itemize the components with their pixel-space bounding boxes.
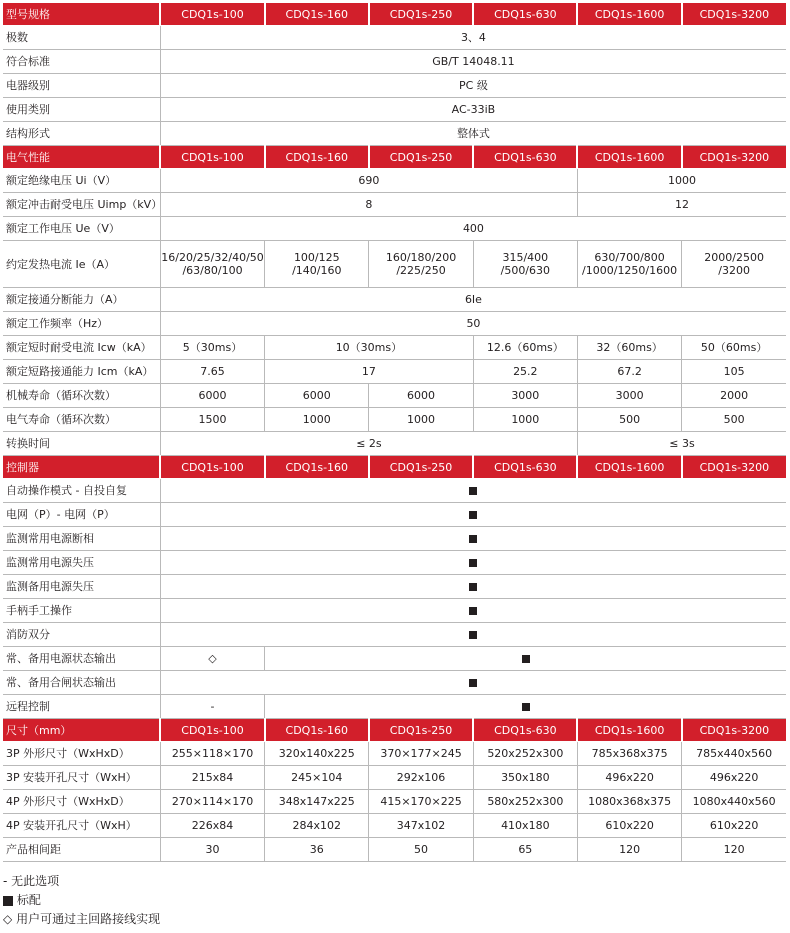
model-header: CDQ1s-630: [473, 146, 577, 169]
model-header: CDQ1s-1600: [577, 456, 681, 479]
diamond-icon: ◇: [3, 912, 13, 926]
cell-line: /225/250: [396, 264, 446, 277]
row-label: 机械寿命（循环次数）: [3, 384, 160, 408]
row-label: 额定冲击耐受电压 Uimp（kV）: [3, 193, 160, 217]
cell-value: 1500: [160, 408, 264, 432]
row-label: 结构形式: [3, 122, 160, 146]
row-label: 产品相间距: [3, 838, 160, 862]
row-label: 额定短时耐受电流 Icw（kA）: [3, 336, 160, 360]
table-row: [3, 479, 786, 503]
cell-value: 580x252x300: [473, 790, 577, 814]
model-header: CDQ1s-250: [369, 456, 473, 479]
cell-value: 17: [265, 360, 474, 384]
cell-value: 65: [473, 838, 577, 862]
table-row: [3, 575, 786, 599]
cell-value: [160, 599, 786, 623]
standard-square-icon: [469, 631, 477, 639]
cell-value: 3、4: [160, 26, 786, 50]
standard-square-icon: [469, 607, 477, 615]
cell-value: 50: [369, 838, 473, 862]
cell-value: 320x140x225: [265, 742, 369, 766]
table-row: [3, 169, 786, 193]
table-row: [3, 671, 786, 695]
row-label: 转换时间: [3, 432, 160, 456]
model-header: CDQ1s-250: [369, 146, 473, 169]
legend-item-standard: [3, 891, 160, 910]
table-row: [3, 217, 786, 241]
standard-square-icon: [3, 896, 13, 906]
cell-value: AC-33iB: [160, 98, 786, 122]
cell-value: [160, 623, 786, 647]
cell-value: 3000: [577, 384, 681, 408]
table-row: [3, 74, 786, 98]
cell-value: 120: [577, 838, 681, 862]
legend-text: 用户可通过主回路接线实现: [16, 912, 161, 926]
table-row: [3, 193, 786, 217]
table-row: [3, 241, 786, 288]
model-header: CDQ1s-100: [160, 146, 264, 169]
model-header: CDQ1s-3200: [682, 146, 786, 169]
cell-line: /140/160: [292, 264, 342, 277]
table-row: [3, 527, 786, 551]
table-row: [3, 766, 786, 790]
legend-text: 标配: [16, 893, 41, 907]
cell-value: 6Ie: [160, 288, 786, 312]
row-label: 自动操作模式 - 自投自复: [3, 479, 160, 503]
cell-line: 315/400: [502, 251, 549, 264]
cell-line: 2000/2500: [704, 251, 764, 264]
table-row: [3, 50, 786, 74]
standard-square-icon: [469, 679, 477, 687]
cell-value: [265, 241, 369, 288]
section-header-dimensions: [3, 719, 786, 742]
cell-value: 12.6（60ms）: [473, 336, 577, 360]
section-title: 控制器: [3, 456, 160, 479]
cell-value: 690: [160, 169, 577, 193]
section-header-controller: [3, 456, 786, 479]
row-label: 符合标准: [3, 50, 160, 74]
cell-value: ≤ 2s: [160, 432, 577, 456]
model-header: CDQ1s-3200: [682, 456, 786, 479]
cell-value: [160, 503, 786, 527]
cell-value: 348x147x225: [265, 790, 369, 814]
cell-value: 8: [160, 193, 577, 217]
model-header: CDQ1s-630: [473, 719, 577, 742]
model-header: CDQ1s-100: [160, 3, 264, 26]
cell-value: 5（30ms）: [160, 336, 264, 360]
diamond-icon: ◇: [160, 647, 264, 671]
cell-value: 500: [682, 408, 786, 432]
row-label: 电器级别: [3, 74, 160, 98]
cell-value: [682, 241, 786, 288]
cell-value: 30: [160, 838, 264, 862]
standard-square-icon: [522, 655, 530, 663]
table-row: [3, 814, 786, 838]
standard-square-icon: [469, 535, 477, 543]
table-row: [3, 408, 786, 432]
cell-value: [160, 479, 786, 503]
row-label: 监测常用电源断相: [3, 527, 160, 551]
cell-value: 415×170×225: [369, 790, 473, 814]
row-label: 4P 外形尺寸（WxHxD）: [3, 790, 160, 814]
cell-value: 25.2: [473, 360, 577, 384]
cell-value: 12: [577, 193, 786, 217]
cell-value: 400: [160, 217, 786, 241]
cell-value: 1000: [577, 169, 786, 193]
table-row: [3, 312, 786, 336]
cell-value: [160, 551, 786, 575]
cell-value: [265, 647, 786, 671]
cell-value: 1000: [265, 408, 369, 432]
model-header: CDQ1s-160: [265, 456, 369, 479]
cell-value: 370×177×245: [369, 742, 473, 766]
row-label: 电气寿命（循环次数）: [3, 408, 160, 432]
cell-value: 610x220: [682, 814, 786, 838]
cell-value: GB/T 14048.11: [160, 50, 786, 74]
cell-value: 6000: [265, 384, 369, 408]
cell-line: /3200: [718, 264, 750, 277]
row-label: 消防双分: [3, 623, 160, 647]
cell-value: 6000: [160, 384, 264, 408]
model-header: CDQ1s-630: [473, 3, 577, 26]
section-title: 尺寸（mm）: [3, 719, 160, 742]
cell-value: 1000: [473, 408, 577, 432]
row-label: 额定绝缘电压 Ui（V）: [3, 169, 160, 193]
cell-value: 105: [682, 360, 786, 384]
standard-square-icon: [469, 511, 477, 519]
table-row: [3, 838, 786, 862]
cell-line: /63/80/100: [182, 264, 243, 277]
legend-item-wiring: [3, 910, 160, 929]
cell-value: 347x102: [369, 814, 473, 838]
model-header: CDQ1s-1600: [577, 3, 681, 26]
row-label: 监测常用电源失压: [3, 551, 160, 575]
cell-value: 1080x440x560: [682, 790, 786, 814]
cell-value: [577, 241, 681, 288]
standard-square-icon: [469, 583, 477, 591]
cell-line: 100/125: [293, 251, 340, 264]
cell-value: 2000: [682, 384, 786, 408]
table-row: [3, 384, 786, 408]
cell-line: 160/180/200: [385, 251, 457, 264]
cell-line: /500/630: [500, 264, 551, 277]
dash-icon: -: [3, 874, 8, 888]
table-row: [3, 98, 786, 122]
row-label: 监测备用电源失压: [3, 575, 160, 599]
model-header: CDQ1s-100: [160, 456, 264, 479]
section-title: 电气性能: [3, 146, 160, 169]
cell-value: 350x180: [473, 766, 577, 790]
cell-value: 7.65: [160, 360, 264, 384]
table-row: [3, 599, 786, 623]
table-row: [3, 647, 786, 671]
cell-value: 410x180: [473, 814, 577, 838]
legend: [3, 872, 160, 929]
row-label: 3P 外形尺寸（WxHxD）: [3, 742, 160, 766]
model-header: CDQ1s-630: [473, 456, 577, 479]
model-header: CDQ1s-160: [265, 146, 369, 169]
table-row: [3, 360, 786, 384]
model-header: CDQ1s-160: [265, 3, 369, 26]
cell-line: 16/20/25/32/40/50: [161, 251, 264, 264]
cell-value: 255×118×170: [160, 742, 264, 766]
cell-value: 50（60ms）: [682, 336, 786, 360]
cell-value: 50: [160, 312, 786, 336]
cell-value: 245×104: [265, 766, 369, 790]
cell-value: 6000: [369, 384, 473, 408]
cell-value: [160, 527, 786, 551]
cell-value: [265, 695, 786, 719]
row-label: 约定发热电流 Ie（A）: [3, 241, 160, 288]
row-label: 4P 安装开孔尺寸（WxH）: [3, 814, 160, 838]
row-label: 3P 安装开孔尺寸（WxH）: [3, 766, 160, 790]
row-label: 额定接通分断能力（A）: [3, 288, 160, 312]
table-row: [3, 122, 786, 146]
model-header: CDQ1s-1600: [577, 146, 681, 169]
table-row: [3, 623, 786, 647]
cell-value: [369, 241, 473, 288]
cell-value: 785x440x560: [682, 742, 786, 766]
cell-value: ≤ 3s: [577, 432, 786, 456]
section-header-electrical: [3, 146, 786, 169]
spec-table: [3, 3, 786, 862]
cell-line: 630/700/800: [594, 251, 665, 264]
table-row: [3, 288, 786, 312]
standard-square-icon: [522, 703, 530, 711]
cell-value: 1000: [369, 408, 473, 432]
cell-value: 496x220: [577, 766, 681, 790]
table-row: [3, 432, 786, 456]
row-label: 手柄手工操作: [3, 599, 160, 623]
cell-value: 270×114×170: [160, 790, 264, 814]
cell-value: 520x252x300: [473, 742, 577, 766]
model-header: CDQ1s-3200: [682, 3, 786, 26]
section-title: 型号规格: [3, 3, 160, 26]
model-header: CDQ1s-100: [160, 719, 264, 742]
row-label: 常、备用电源状态输出: [3, 647, 160, 671]
legend-text: 无此选项: [11, 874, 60, 888]
cell-value: -: [160, 695, 264, 719]
cell-value: 36: [265, 838, 369, 862]
cell-value: 226x84: [160, 814, 264, 838]
table-row: [3, 742, 786, 766]
row-label: 额定工作频率（Hz）: [3, 312, 160, 336]
cell-value: 3000: [473, 384, 577, 408]
cell-value: [160, 241, 264, 288]
standard-square-icon: [469, 559, 477, 567]
cell-value: [473, 241, 577, 288]
cell-value: 整体式: [160, 122, 786, 146]
legend-item-none: [3, 872, 160, 891]
row-label: 额定工作电压 Ue（V）: [3, 217, 160, 241]
model-header: CDQ1s-160: [265, 719, 369, 742]
model-header: CDQ1s-250: [369, 719, 473, 742]
standard-square-icon: [469, 487, 477, 495]
cell-value: 67.2: [577, 360, 681, 384]
cell-value: [160, 671, 786, 695]
row-label: 极数: [3, 26, 160, 50]
model-header: CDQ1s-3200: [682, 719, 786, 742]
cell-value: 500: [577, 408, 681, 432]
row-label: 额定短路接通能力 Icm（kA）: [3, 360, 160, 384]
section-header-spec: [3, 3, 786, 26]
model-header: CDQ1s-1600: [577, 719, 681, 742]
row-label: 电网（P）- 电网（P）: [3, 503, 160, 527]
table-row: [3, 551, 786, 575]
cell-value: 215x84: [160, 766, 264, 790]
cell-value: 785x368x375: [577, 742, 681, 766]
row-label: 常、备用合闸状态输出: [3, 671, 160, 695]
cell-value: 284x102: [265, 814, 369, 838]
table-row: [3, 26, 786, 50]
table-row: [3, 695, 786, 719]
cell-line: /1000/1250/1600: [582, 264, 678, 277]
cell-value: 120: [682, 838, 786, 862]
cell-value: 32（60ms）: [577, 336, 681, 360]
cell-value: 496x220: [682, 766, 786, 790]
cell-value: 610x220: [577, 814, 681, 838]
cell-value: 10（30ms）: [265, 336, 474, 360]
row-label: 使用类别: [3, 98, 160, 122]
cell-value: PC 级: [160, 74, 786, 98]
table-row: [3, 336, 786, 360]
cell-value: [160, 575, 786, 599]
row-label: 远程控制: [3, 695, 160, 719]
cell-value: 1080x368x375: [577, 790, 681, 814]
model-header: CDQ1s-250: [369, 3, 473, 26]
table-row: [3, 790, 786, 814]
cell-value: 292x106: [369, 766, 473, 790]
table-row: [3, 503, 786, 527]
